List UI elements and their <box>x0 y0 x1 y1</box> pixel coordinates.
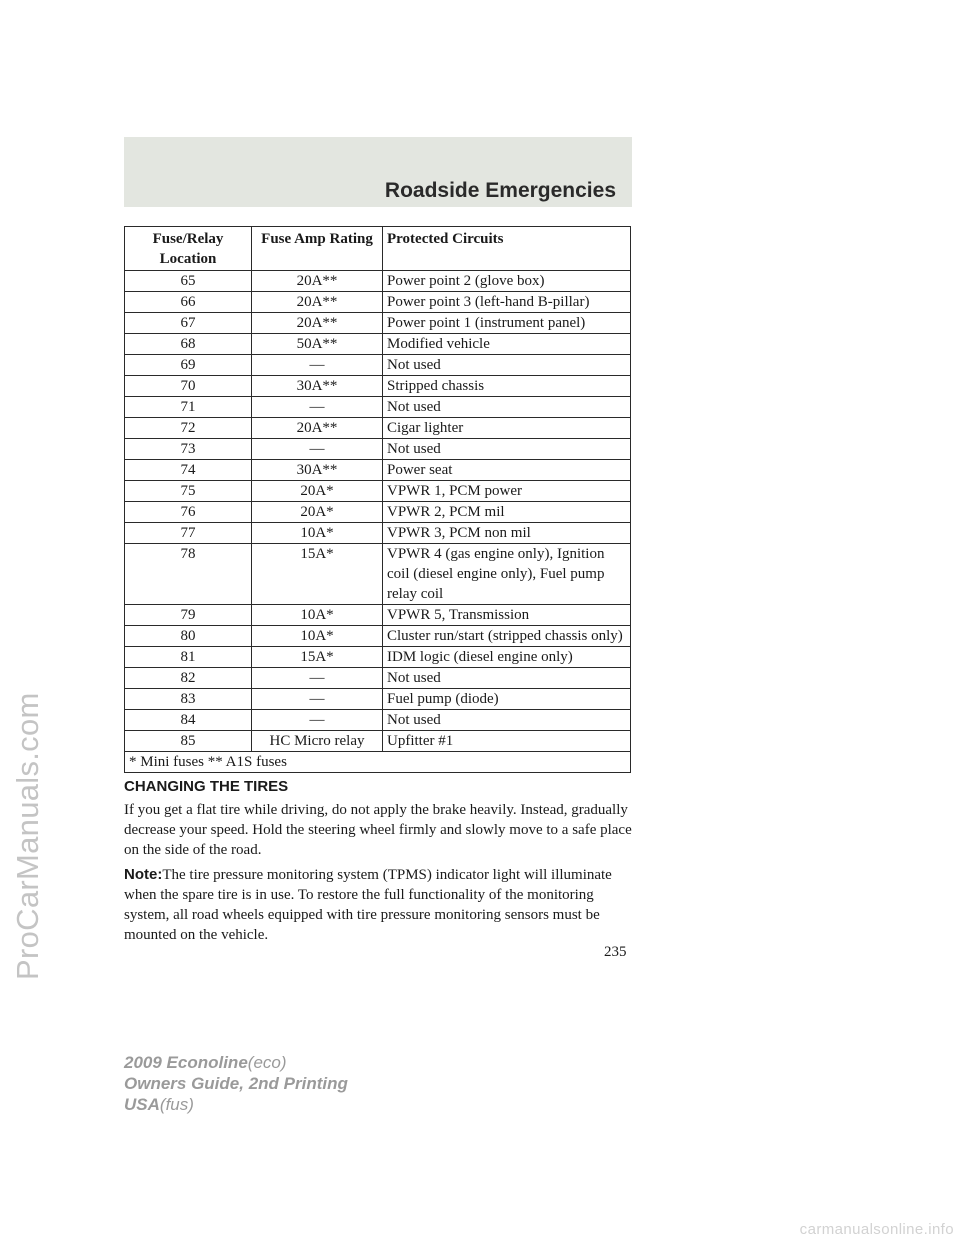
cell-amp-rating: 50A** <box>252 334 383 355</box>
cell-amp-rating: 10A* <box>252 605 383 626</box>
table-row <box>125 689 631 710</box>
footer-line-edition: Owners Guide, 2nd Printing <box>124 1074 348 1093</box>
cell-amp-rating: — <box>252 710 383 731</box>
note-text: The tire pressure monitoring system (TPMS) indicator light will illuminate when the spare tire is in use. To restore the full functionality of the monitoring system, all road wheels equipped with tire pressure monitoring sensors must be mounted on the vehicle. <box>124 867 612 943</box>
table-row <box>125 647 631 668</box>
cell-location: 73 <box>125 439 252 460</box>
table-row <box>125 502 631 523</box>
cell-location: 76 <box>125 502 252 523</box>
cell-location: 77 <box>125 523 252 544</box>
bottom-watermark: carmanualsonline.info <box>799 1221 954 1238</box>
cell-protected-circuits: Power seat <box>383 460 631 481</box>
instruction-paragraph: If you get a flat tire while driving, do not apply the brake heavily. Instead, gradually decrease your speed. Hold the steering wheel firmly and slowly move to a safe place on the side of the road. <box>124 802 632 858</box>
table-row <box>125 418 631 439</box>
column-header-location: Fuse/Relay Location <box>125 227 252 271</box>
table-header-row <box>125 227 631 271</box>
footer-line-region: USA(fus) <box>124 1095 194 1114</box>
table-row <box>125 355 631 376</box>
cell-protected-circuits: Power point 1 (instrument panel) <box>383 313 631 334</box>
table-footnote: * Mini fuses ** A1S fuses <box>125 752 631 773</box>
cell-amp-rating: 30A** <box>252 460 383 481</box>
cell-protected-circuits: Not used <box>383 710 631 731</box>
table-row <box>125 523 631 544</box>
cell-protected-circuits: VPWR 4 (gas engine only), Ignition coil (diesel engine only), Fuel pump relay coil <box>383 544 631 605</box>
cell-protected-circuits: Power point 2 (glove box) <box>383 271 631 292</box>
cell-amp-rating: 30A** <box>252 376 383 397</box>
table-row <box>125 605 631 626</box>
cell-amp-rating: — <box>252 439 383 460</box>
table-row <box>125 271 631 292</box>
cell-protected-circuits: Not used <box>383 668 631 689</box>
cell-location: 66 <box>125 292 252 313</box>
cell-protected-circuits: Not used <box>383 355 631 376</box>
table-row <box>125 292 631 313</box>
table-footnote-row <box>125 752 631 773</box>
side-watermark: ProCarManuals.com <box>10 692 45 980</box>
table-row <box>125 710 631 731</box>
section-header-band <box>124 137 632 207</box>
cell-protected-circuits: VPWR 5, Transmission <box>383 605 631 626</box>
cell-location: 80 <box>125 626 252 647</box>
cell-amp-rating: — <box>252 689 383 710</box>
cell-protected-circuits: VPWR 3, PCM non mil <box>383 523 631 544</box>
cell-amp-rating: 15A* <box>252 647 383 668</box>
cell-location: 85 <box>125 731 252 752</box>
cell-protected-circuits: Not used <box>383 397 631 418</box>
table-row <box>125 731 631 752</box>
cell-amp-rating: 20A** <box>252 418 383 439</box>
cell-amp-rating: 10A* <box>252 523 383 544</box>
document-footer <box>124 1052 348 1115</box>
column-header-amp-rating: Fuse Amp Rating <box>252 227 383 271</box>
cell-location: 71 <box>125 397 252 418</box>
cell-location: 84 <box>125 710 252 731</box>
table-row <box>125 376 631 397</box>
cell-amp-rating: — <box>252 397 383 418</box>
column-header-protected-circuits: Protected Circuits <box>383 227 631 271</box>
cell-location: 81 <box>125 647 252 668</box>
cell-amp-rating: 20A** <box>252 292 383 313</box>
cell-amp-rating: HC Micro relay <box>252 731 383 752</box>
note-paragraph <box>124 865 634 945</box>
cell-protected-circuits: Modified vehicle <box>383 334 631 355</box>
table-row <box>125 439 631 460</box>
section-title: Roadside Emergencies <box>384 179 616 202</box>
table-row <box>125 313 631 334</box>
page-number: 235 <box>604 944 627 960</box>
cell-location: 83 <box>125 689 252 710</box>
cell-amp-rating: 20A* <box>252 502 383 523</box>
table-row <box>125 460 631 481</box>
cell-protected-circuits: Fuel pump (diode) <box>383 689 631 710</box>
cell-protected-circuits: Not used <box>383 439 631 460</box>
cell-location: 65 <box>125 271 252 292</box>
table-row <box>125 334 631 355</box>
cell-location: 75 <box>125 481 252 502</box>
cell-location: 74 <box>125 460 252 481</box>
cell-amp-rating: 20A* <box>252 481 383 502</box>
cell-location: 67 <box>125 313 252 334</box>
table-row <box>125 544 631 605</box>
cell-location: 79 <box>125 605 252 626</box>
cell-protected-circuits: Cigar lighter <box>383 418 631 439</box>
cell-location: 72 <box>125 418 252 439</box>
cell-location: 69 <box>125 355 252 376</box>
table-row <box>125 626 631 647</box>
footer-line-model: 2009 Econoline(eco) <box>124 1053 287 1072</box>
cell-location: 70 <box>125 376 252 397</box>
table-row <box>125 397 631 418</box>
cell-protected-circuits: Power point 3 (left-hand B-pillar) <box>383 292 631 313</box>
cell-protected-circuits: VPWR 1, PCM power <box>383 481 631 502</box>
table-body <box>125 271 631 752</box>
cell-protected-circuits: VPWR 2, PCM mil <box>383 502 631 523</box>
table-row <box>125 481 631 502</box>
cell-protected-circuits: Upfitter #1 <box>383 731 631 752</box>
cell-amp-rating: 15A* <box>252 544 383 605</box>
cell-amp-rating: 10A* <box>252 626 383 647</box>
cell-protected-circuits: Stripped chassis <box>383 376 631 397</box>
cell-location: 68 <box>125 334 252 355</box>
cell-amp-rating: — <box>252 355 383 376</box>
section-heading: CHANGING THE TIRES <box>124 778 289 795</box>
cell-location: 82 <box>125 668 252 689</box>
cell-amp-rating: — <box>252 668 383 689</box>
table-row <box>125 668 631 689</box>
cell-protected-circuits: Cluster run/start (stripped chassis only) <box>383 626 631 647</box>
note-label: Note: <box>124 866 163 883</box>
cell-amp-rating: 20A** <box>252 271 383 292</box>
cell-amp-rating: 20A** <box>252 313 383 334</box>
cell-location: 78 <box>125 544 252 605</box>
fuse-table <box>124 226 631 773</box>
cell-protected-circuits: IDM logic (diesel engine only) <box>383 647 631 668</box>
